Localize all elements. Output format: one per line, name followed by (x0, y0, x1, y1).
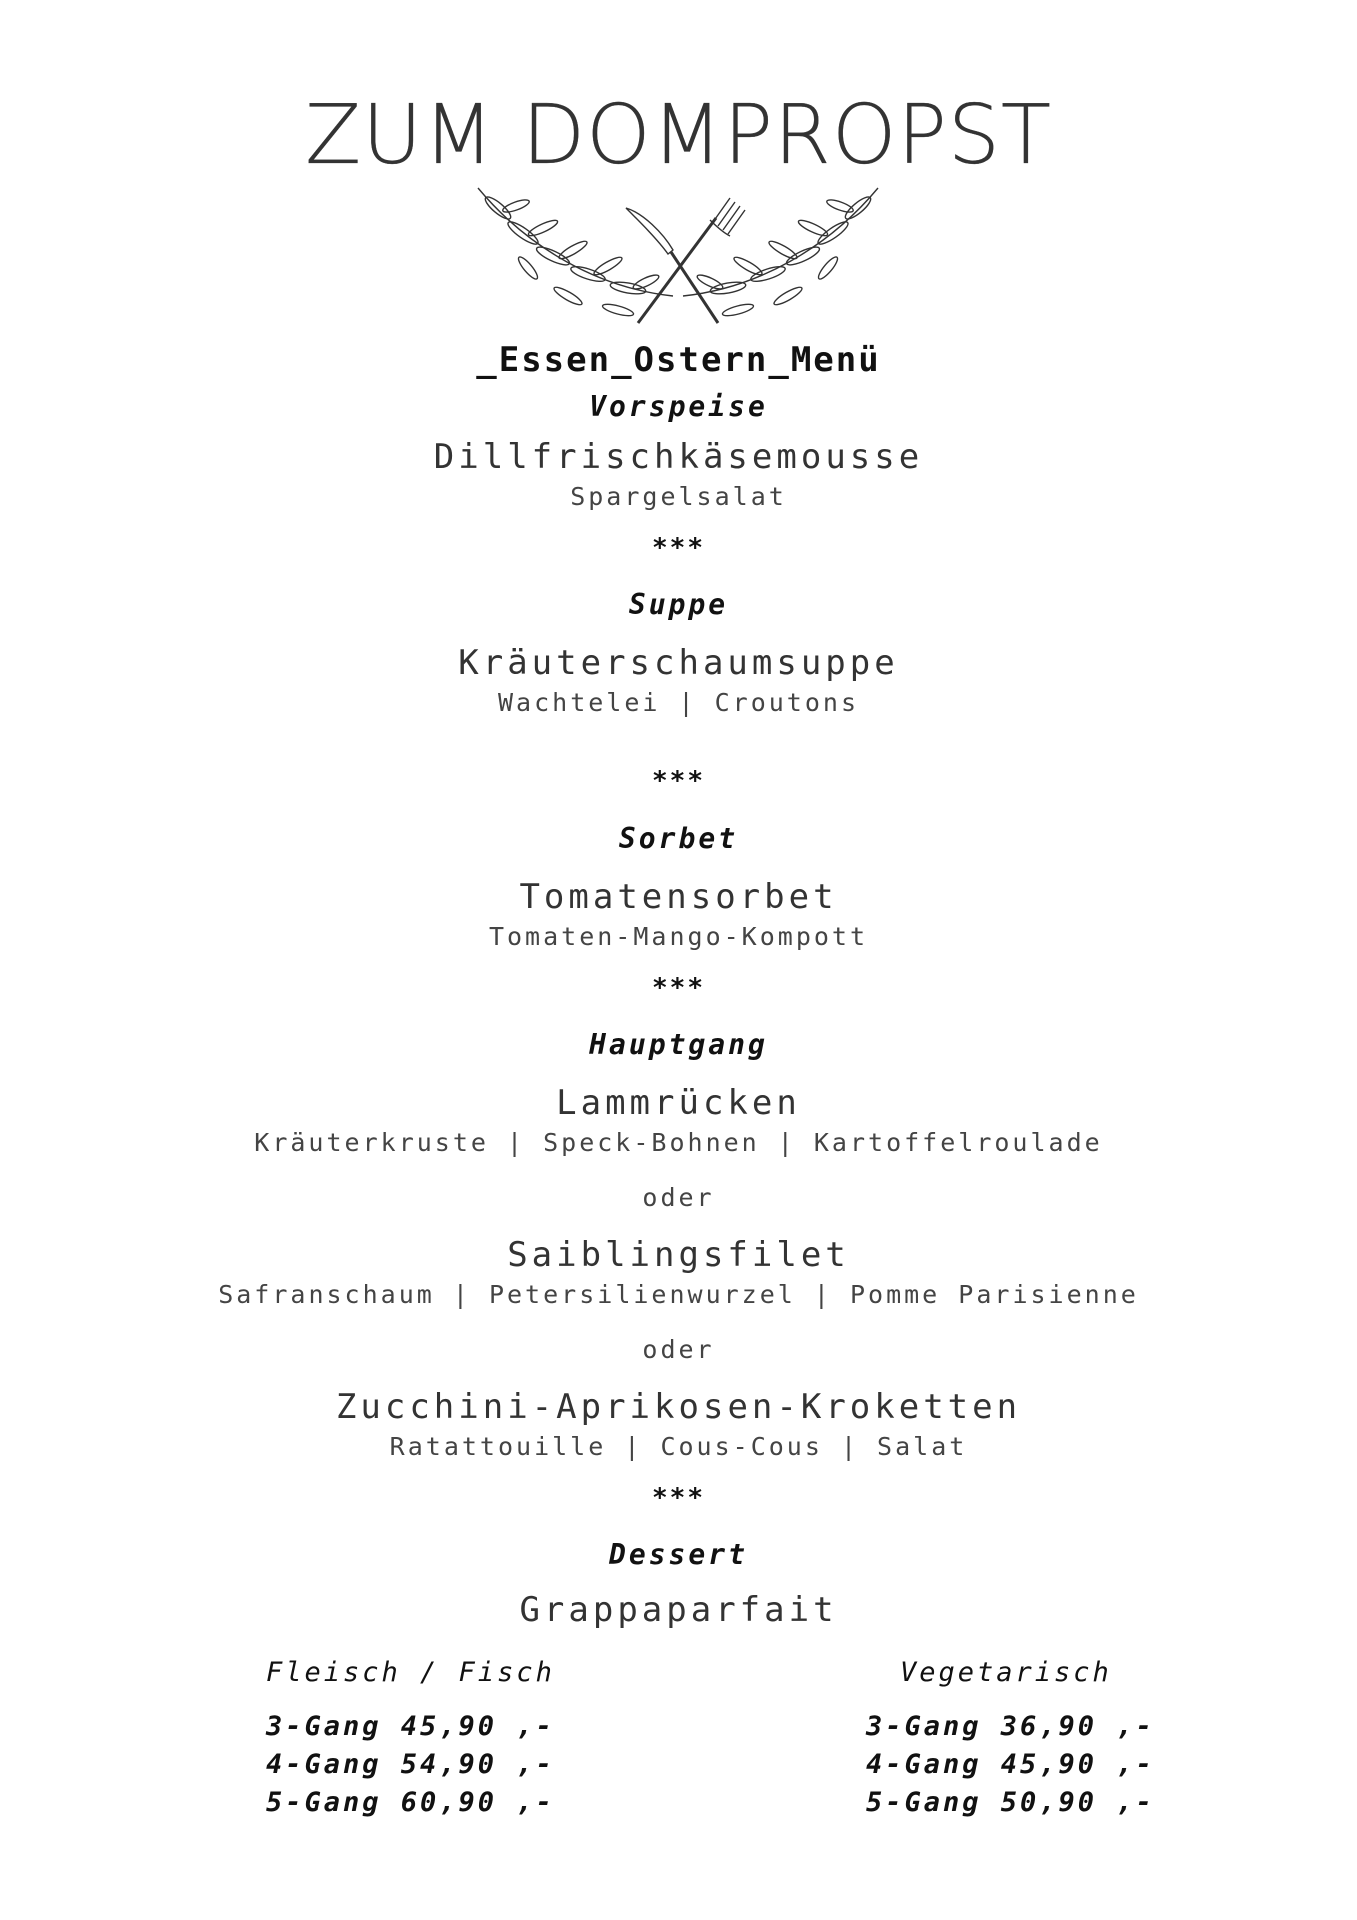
or-label: oder (642, 1183, 715, 1212)
sides-hauptgang-1: Kräuterkruste | Speck-Bohnen | Kartoffelroulade (254, 1128, 1103, 1157)
dish-sorbet: Tomatensorbet (519, 877, 838, 917)
restaurant-name: ZUM DOMPROPST (305, 88, 1052, 183)
price-line: 4-Gang 45,90 ,- (866, 1749, 1155, 1780)
course-label-vorspeise: Vorspeise (589, 390, 768, 423)
sides-suppe: Wachtelei | Croutons (497, 688, 860, 717)
course-label-hauptgang: Hauptgang (589, 1028, 768, 1061)
or-label: oder (642, 1335, 715, 1364)
price-line: 5-Gang 50,90 ,- (866, 1787, 1155, 1818)
price-line: 5-Gang 60,90 ,- (266, 1787, 555, 1818)
course-label-suppe: Suppe (628, 588, 729, 621)
dish-vorspeise: Dillfrischkäsemousse (433, 437, 924, 477)
dish-suppe: Kräuterschaumsuppe (458, 643, 899, 683)
course-separator: *** (652, 533, 705, 563)
course-separator: *** (652, 973, 705, 1003)
dish-hauptgang-2: Saiblingsfilet (507, 1235, 850, 1275)
course-label-sorbet: Sorbet (618, 822, 739, 855)
sides-sorbet: Tomaten-Mango-Kompott (488, 922, 869, 951)
sides-hauptgang-3: Ratattouille | Cous-Cous | Salat (389, 1432, 968, 1461)
sides-hauptgang-2: Safranschaum | Petersilienwurzel | Pomme Parisienne (218, 1280, 1139, 1309)
sides-vorspeise: Spargelsalat (570, 482, 787, 511)
price-heading-vegetarian: Vegetarisch (900, 1657, 1112, 1688)
price-line: 3-Gang 45,90 ,- (266, 1711, 555, 1742)
dish-hauptgang-1: Lammrücken (556, 1083, 801, 1123)
dish-hauptgang-3: Zucchini-Aprikosen-Kroketten (335, 1387, 1022, 1427)
course-separator: *** (652, 766, 705, 796)
price-line: 3-Gang 36,90 ,- (866, 1711, 1155, 1742)
price-heading-meat-fish: Fleisch / Fisch (266, 1657, 555, 1688)
menu-title: _Essen_Ostern_Menü (476, 340, 881, 380)
course-separator: *** (652, 1483, 705, 1513)
herb-wreath-crossed-knife-fork-icon (468, 178, 888, 328)
price-line: 4-Gang 54,90 ,- (266, 1749, 555, 1780)
price-list-meat-fish (266, 1657, 555, 1822)
course-label-dessert: Dessert (608, 1538, 748, 1571)
dish-dessert: Grappaparfait (519, 1590, 838, 1630)
price-list-vegetarian (866, 1657, 1155, 1822)
